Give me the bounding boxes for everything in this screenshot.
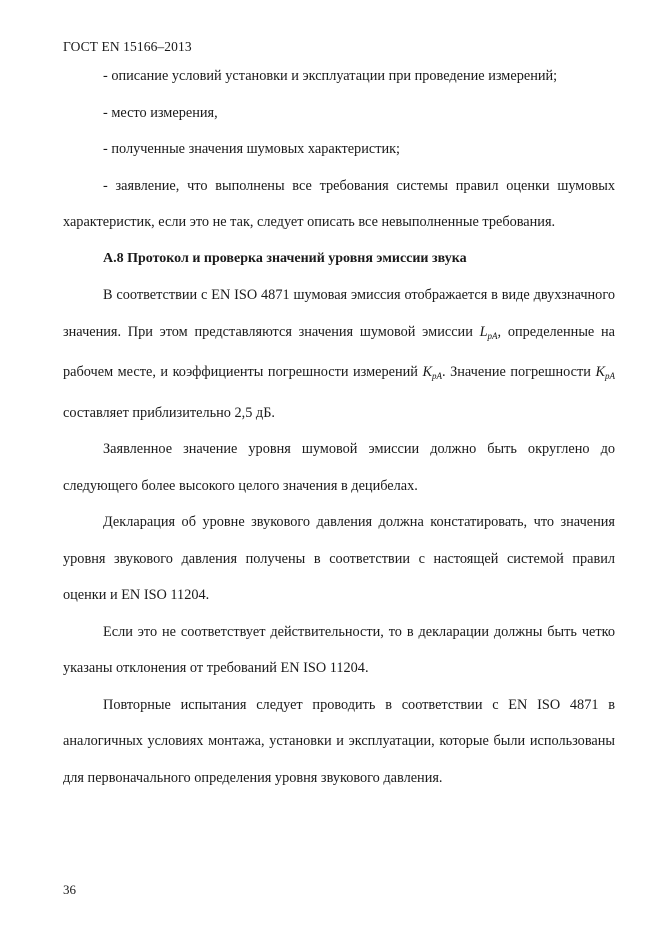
paragraph-text: составляет приблизительно 2,5 дБ. bbox=[63, 404, 275, 421]
paragraph-repeat-tests: Повторные испытания следует проводить в соответствии с EN ISO 4871 в аналогичных условиях монтажа, установки и эксплуатации, которые были использованы для первоначального определения уровня звукового давления. bbox=[63, 696, 615, 786]
list-item: - описание условий установки и эксплуатации при проведение измерений; bbox=[103, 68, 558, 84]
paragraph-deviations: Если это не соответствует действительности, то в декларации должны быть четко указаны отклонения от требований EN ISO 11204. bbox=[63, 623, 615, 676]
page-number: 36 bbox=[63, 882, 76, 897]
paragraph-text: . Значение погрешности bbox=[442, 364, 596, 380]
list-item: - заявление, что выполнены все требования системы правил оценки шумовых характеристик, если это не так, следует описать все невыполненные требования. bbox=[63, 177, 615, 230]
document-code: ГОСТ EN 15166–2013 bbox=[63, 39, 192, 54]
document-header bbox=[63, 39, 192, 55]
paragraph-emission-values bbox=[63, 277, 615, 431]
symbol-kpa: $K_{pA}$ bbox=[422, 364, 442, 381]
paragraph-text: , определенные на рабочем месте, и коэффициенты погрешности измерений bbox=[63, 323, 615, 380]
symbol-kpa: $K_{pA}$ bbox=[595, 364, 615, 381]
paragraph-rounding: Заявленное значение уровня шумовой эмиссии должно быть округлено до следующего более высокого целого значения в децибелах. bbox=[63, 441, 615, 494]
page-body bbox=[63, 58, 615, 796]
paragraph-text: В соответствии с EN ISO 4871 шумовая эмиссия отображается в виде двухзначного значения. При этом представляются значения шумовой эмиссии bbox=[63, 287, 615, 340]
section-heading: А.8 Протокол и проверка значений уровня эмиссии звука bbox=[103, 250, 467, 266]
symbol-lpa: $L_{pA}$ bbox=[479, 323, 498, 341]
paragraph-declaration: Декларация об уровне звукового давления должна констатировать, что значения уровня звукового давления получены в соответствии с настоящей системой правил оценки и EN ISO 11204. bbox=[63, 514, 615, 603]
list-item: - полученные значения шумовых характеристик; bbox=[103, 141, 401, 157]
list-item: - место измерения, bbox=[103, 104, 218, 121]
